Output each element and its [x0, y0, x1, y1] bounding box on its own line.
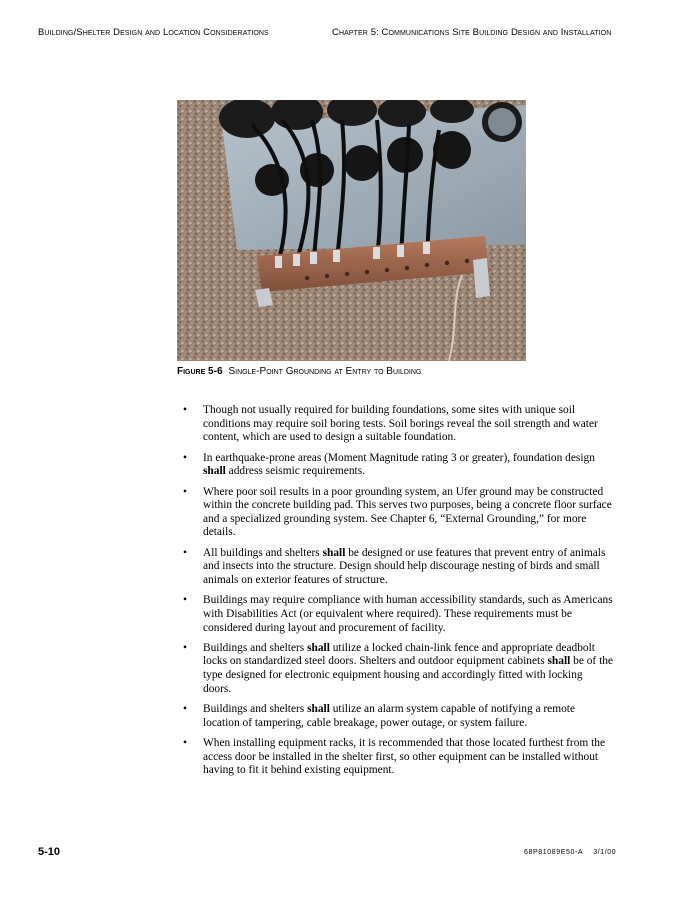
item-text: address seismic requirements. — [225, 465, 365, 478]
list-item — [183, 594, 613, 635]
item-text: be designed or use features that prevent entry of animals and insects into the structure. Design should help discourage nesting of birds and small animals on exterior features of structure. — [203, 546, 606, 586]
list-item — [183, 404, 613, 445]
item-text: utilize an alarm system capable of notifying a remote location of tampering, cable breakage, power outage, or system failure. — [203, 703, 576, 729]
list-item — [183, 547, 613, 588]
running-header-left: Building/Shelter Design and Location Considerations — [38, 27, 269, 38]
item-text: When installing equipment racks, it is recommended that those located furthest from the access door be installed in the shelter first, so other equipment can be installed without having to fit it behind existing equipment. — [203, 737, 606, 777]
item-text: Buildings may require compliance with human accessibility standards, such as Americans with Disabilities Act (or equivalent where required). These requirements must be considered during layout and procurement of facility. — [203, 594, 613, 634]
running-header-right: Chapter 5: Communications Site Building Design and Installation — [332, 27, 612, 38]
list-item — [183, 703, 613, 730]
figure-label: Figure 5-6 — [177, 366, 223, 377]
doc-date: 3/1/00 — [593, 849, 617, 856]
bullet-icon: • — [183, 451, 187, 464]
bullet-icon: • — [183, 737, 187, 750]
grounding-photo — [177, 100, 526, 361]
item-text: Buildings and shelters — [203, 641, 308, 654]
figure-caption — [177, 366, 421, 377]
item-text: Where poor soil results in a poor grounding system, an Ufer ground may be constructed within the concrete building pad. This serves two purposes, being a concrete floor surface and a specialized grounding system. See Chapter 6, “External Grounding,” for more details. — [203, 485, 612, 539]
item-text: utilize a locked chain-link fence and appropriate deadbolt locks on standardized steel doors. Shelters and outdoor equipment cabinets — [203, 641, 595, 668]
list-item — [183, 452, 613, 479]
list-item — [183, 737, 613, 778]
bullet-icon: • — [183, 404, 187, 416]
bullet-icon: • — [183, 485, 187, 498]
page-number: 5-10 — [38, 846, 61, 858]
item-text: In earthquake-prone areas (Moment Magnitude rating 3 or greater), foundation design — [203, 451, 595, 464]
bullet-icon: • — [183, 703, 187, 716]
shall-keyword: shall — [203, 465, 226, 478]
list-item — [183, 642, 613, 696]
item-text: Though not usually required for building foundations, some sites with unique soil conditions may require soil boring tests. Soil borings reveal the soil strength and water content, which are used to design a suitable foundation. — [203, 404, 598, 444]
figure-title: Single-Point Grounding at Entry to Building — [228, 366, 422, 377]
shall-keyword: shall — [547, 655, 571, 668]
item-text: Buildings and shelters — [203, 703, 308, 716]
document-id — [524, 849, 616, 856]
bullet-icon: • — [183, 641, 187, 654]
shall-keyword: shall — [322, 546, 346, 559]
doc-number: 68P81089E50-A — [524, 849, 584, 856]
bullet-icon: • — [183, 546, 187, 559]
shall-keyword: shall — [307, 641, 330, 654]
item-text: be of the type designed for electronic equipment housing and accordingly fitted with locking doors. — [203, 655, 613, 695]
item-text: All buildings and shelters — [203, 546, 323, 559]
bullet-icon: • — [183, 594, 187, 607]
shall-keyword: shall — [307, 703, 330, 716]
requirements-list — [183, 404, 613, 785]
list-item — [183, 486, 613, 540]
